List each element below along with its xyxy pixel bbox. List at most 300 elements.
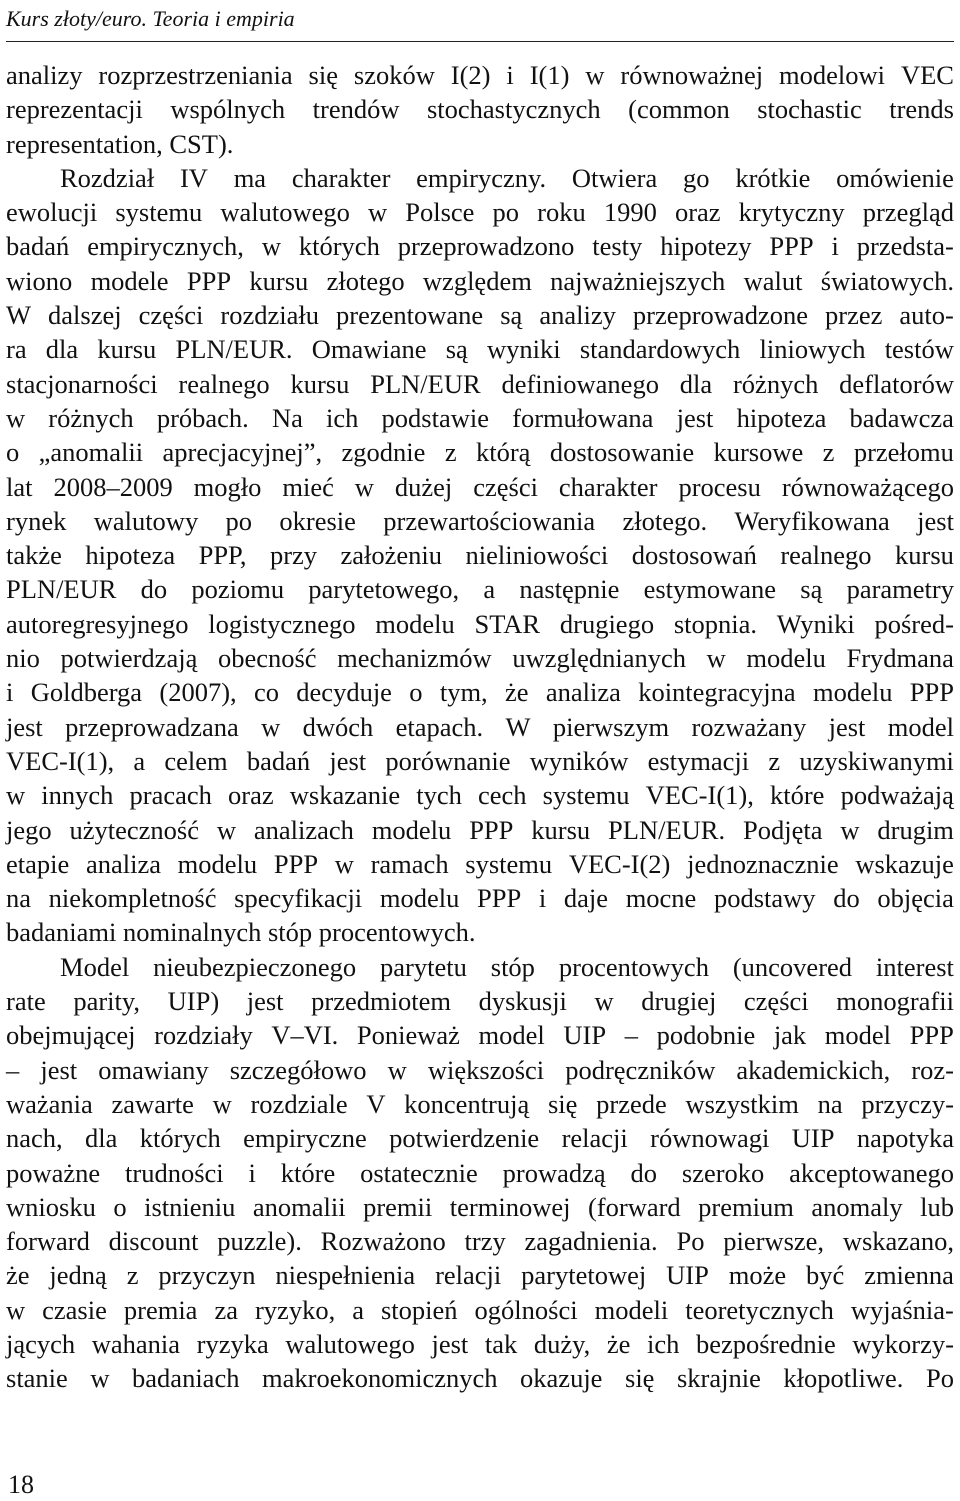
word: na	[817, 1088, 843, 1119]
word: modeli	[594, 1294, 669, 1325]
word: potwierdzenie	[389, 1123, 540, 1154]
word: drugiego	[559, 608, 655, 639]
word: okresie	[279, 505, 356, 536]
word: stóp	[490, 951, 535, 982]
word: model	[887, 711, 954, 742]
word: dalszej	[48, 300, 122, 331]
word: Wyniki	[776, 608, 855, 639]
text-line	[6, 641, 954, 675]
word: rozprzestrzeniania	[98, 60, 293, 90]
word: walutowego	[220, 197, 350, 228]
text-line	[6, 332, 954, 366]
word: w	[354, 471, 374, 502]
word: ostatecznie	[360, 1157, 478, 1188]
word: dostosowanie	[549, 437, 695, 468]
word: walutowy	[93, 505, 199, 536]
text-line	[6, 607, 954, 641]
text-line	[6, 1327, 954, 1361]
word: systemu	[115, 197, 203, 228]
word: wykorzy-	[852, 1328, 954, 1359]
word: –	[6, 1054, 20, 1085]
word: czasie	[42, 1294, 107, 1325]
word: przede	[596, 1088, 667, 1119]
word: jak	[773, 1020, 807, 1051]
word: celem	[164, 745, 228, 776]
word: ma	[233, 162, 267, 193]
word: w	[367, 197, 388, 228]
word: że	[505, 677, 529, 708]
word: szoków	[353, 60, 435, 90]
word: w	[261, 711, 281, 742]
word: decyduje	[296, 677, 392, 708]
word: są	[500, 300, 523, 331]
word: tym,	[439, 677, 488, 708]
word: tych	[416, 780, 462, 811]
word: Po	[676, 1226, 705, 1257]
word: parytetowej	[521, 1260, 647, 1291]
text-line	[6, 675, 954, 709]
word: które	[769, 780, 825, 811]
word: modelu	[746, 643, 826, 674]
word: modele	[90, 265, 169, 296]
word: do	[630, 1157, 658, 1188]
word: anomaly	[811, 1191, 903, 1222]
word: lat	[6, 471, 33, 502]
word: mogło	[193, 471, 262, 502]
word: analiza	[545, 677, 621, 708]
word: kointegracyjna	[638, 677, 796, 708]
word: relacji	[435, 1260, 502, 1291]
word: poziomu	[191, 574, 285, 605]
word: i	[538, 883, 547, 914]
word: co	[253, 677, 279, 708]
word: nieliniowości	[465, 540, 609, 571]
word: i	[248, 1157, 256, 1188]
word: bezpośrednie	[695, 1328, 836, 1359]
word: koncentrują	[404, 1088, 530, 1119]
word: na	[6, 883, 32, 914]
word: szczegółowo	[229, 1054, 367, 1085]
word: się	[625, 1363, 655, 1394]
word: walutowego	[285, 1328, 415, 1359]
word: W	[505, 711, 531, 742]
word: kursu	[531, 814, 591, 845]
word: że	[606, 1328, 631, 1359]
word: do	[833, 883, 860, 914]
word: terminowej	[449, 1191, 571, 1222]
word: przeprowadzone	[632, 300, 808, 331]
text-line	[6, 744, 954, 778]
word: (2007),	[159, 677, 237, 708]
text-line	[6, 229, 954, 263]
word: (forward	[587, 1191, 681, 1222]
word: standardowych	[579, 334, 741, 365]
word: definiowanego	[501, 368, 659, 399]
word: potwierdzają	[60, 643, 198, 674]
word: jednoznacznie	[687, 848, 839, 879]
word: aprecjacyjnej”,	[162, 437, 323, 468]
word: stochastycznych	[426, 94, 601, 125]
word: oraz	[228, 780, 274, 811]
word: z	[768, 745, 781, 776]
word: niespełnienia	[275, 1260, 416, 1291]
word: względem	[422, 265, 532, 296]
word: są	[800, 574, 823, 605]
word: modelu	[812, 677, 893, 708]
word: liniowych	[759, 334, 866, 365]
word: VEC-I(2)	[568, 848, 671, 879]
word: Model	[60, 951, 130, 982]
word: parytetu	[380, 951, 467, 982]
text-line	[6, 847, 954, 881]
text-line	[6, 950, 954, 984]
word: empiryczne	[243, 1123, 367, 1154]
word: za	[214, 1294, 238, 1325]
word: go	[683, 162, 710, 193]
word: stopnia.	[673, 608, 758, 639]
word: UIP)	[167, 986, 220, 1017]
word: w	[6, 1294, 26, 1325]
word: o	[113, 1191, 127, 1222]
word: modelu	[177, 848, 258, 879]
word: podstawy	[713, 883, 816, 914]
word: ewolucji	[6, 197, 98, 228]
word: równoważącego	[781, 471, 954, 502]
word: daje	[563, 883, 609, 914]
word: parytetowego,	[308, 574, 460, 605]
word: UIP	[563, 1020, 607, 1051]
word: Rozważono	[320, 1226, 446, 1257]
word: discount	[108, 1226, 199, 1257]
word: (uncovered	[732, 951, 853, 982]
word: stochastic	[757, 94, 862, 125]
word: trends	[889, 94, 954, 125]
word: wyniki	[487, 334, 561, 365]
word: dostosowań	[631, 540, 757, 571]
word: kursowe	[713, 437, 804, 468]
word: ryzyka	[196, 1328, 269, 1359]
text-line	[6, 1224, 954, 1258]
word: dla	[45, 334, 79, 365]
word: przyczyn	[158, 1260, 256, 1291]
word: omawiany	[98, 1054, 209, 1085]
word: deflatorów	[839, 368, 954, 399]
word: istnieniu	[144, 1191, 236, 1222]
word: z	[822, 437, 835, 468]
word: następnie	[519, 574, 620, 605]
word: ich	[326, 402, 359, 433]
word: być	[806, 1260, 845, 1291]
word: wahania	[91, 1328, 181, 1359]
word: rozdziały	[154, 1020, 253, 1051]
word: walut	[743, 265, 803, 296]
word: kursu	[895, 540, 954, 571]
word: Rozdział	[60, 162, 155, 193]
word: anomalii	[252, 1191, 346, 1222]
word: analizy	[6, 60, 83, 90]
word: różnych	[48, 402, 134, 433]
word: Po	[925, 1363, 954, 1394]
word: W	[6, 300, 32, 331]
word: z	[126, 1260, 139, 1291]
text-line: representation, CST).	[6, 128, 234, 159]
text-line	[6, 401, 954, 435]
word: hipoteza	[85, 540, 176, 571]
word: testów	[884, 334, 954, 365]
word: trudności	[125, 1157, 224, 1188]
word: premia	[123, 1294, 198, 1325]
word: części	[138, 300, 204, 331]
word: wniosku	[6, 1191, 96, 1222]
text-line	[6, 813, 954, 847]
word: PLN/EUR.	[175, 334, 293, 365]
word: rozdziale	[250, 1088, 348, 1119]
word: światowych.	[820, 265, 954, 296]
word: obecność	[217, 643, 317, 674]
word: PLN/EUR	[370, 368, 481, 399]
word: jących	[6, 1328, 76, 1359]
word: pośred-	[874, 608, 954, 639]
word: VEC-I(1),	[645, 780, 754, 811]
word: stanie	[6, 1363, 68, 1394]
word: mocne	[625, 883, 697, 914]
word: próbach.	[156, 402, 249, 433]
word: parity,	[73, 986, 141, 1017]
word: przeprowadzana	[65, 711, 239, 742]
word: systemu	[542, 780, 630, 811]
word: badań	[246, 745, 311, 776]
word: premii	[363, 1191, 433, 1222]
word: makroekonomicznych	[262, 1363, 498, 1394]
word: IV	[179, 162, 208, 193]
word: najważniejszych	[550, 265, 726, 296]
word: Weryfikowana	[734, 505, 890, 536]
word: drugiej	[641, 986, 717, 1017]
word: po	[492, 197, 520, 228]
word: ważania	[6, 1088, 93, 1119]
word: których	[298, 231, 380, 262]
word: monografii	[836, 986, 954, 1017]
text-line	[6, 572, 954, 606]
word: jest	[676, 402, 714, 433]
word: prowadzą	[502, 1157, 606, 1188]
text-line	[6, 1053, 954, 1087]
word: przedsta-	[856, 231, 954, 262]
word: o	[6, 437, 20, 468]
word: pierwsze,	[723, 1226, 825, 1257]
word: podręczników	[565, 1054, 716, 1085]
text-line	[6, 504, 954, 538]
word: PPP	[273, 848, 319, 879]
text-line	[6, 58, 954, 92]
word: wskazano,	[842, 1226, 954, 1257]
word: większości	[427, 1054, 545, 1085]
word: VEC	[900, 60, 954, 90]
word: V	[366, 1088, 386, 1119]
word: STAR	[474, 608, 541, 639]
word: badań	[6, 231, 70, 262]
word: nio	[6, 643, 40, 674]
word: w	[261, 231, 281, 262]
word: systemu	[465, 848, 553, 879]
word: użyteczność	[69, 814, 199, 845]
word: się	[547, 1088, 578, 1119]
word: jest	[828, 711, 866, 742]
word: „anomalii	[38, 437, 144, 468]
text-line	[6, 92, 954, 126]
word: jest	[246, 986, 284, 1017]
word: modelu	[371, 814, 452, 845]
word: modelu	[375, 608, 455, 639]
text-line	[6, 1121, 954, 1155]
word: wyjaśnia-	[850, 1294, 954, 1325]
text-line	[6, 298, 954, 332]
word: ra	[6, 334, 27, 365]
word: wszystkim	[685, 1088, 799, 1119]
word: PLN/EUR	[6, 574, 117, 605]
word: badaniach	[132, 1363, 240, 1394]
word: logistycznego	[208, 608, 356, 639]
word: interest	[875, 951, 954, 982]
word: kursu	[290, 368, 350, 399]
word: parametry	[846, 574, 954, 605]
word: dwóch	[302, 711, 374, 742]
word: przewartościowania	[383, 505, 596, 536]
word: niekompletność	[48, 883, 217, 914]
word: kursu	[97, 334, 157, 365]
word: Polsce	[405, 197, 475, 228]
word: przegląd	[862, 197, 954, 228]
word: relacji	[561, 1123, 628, 1154]
word: Ponieważ	[356, 1020, 460, 1051]
word: model	[824, 1020, 892, 1051]
text-line	[6, 710, 954, 744]
word: także	[6, 540, 62, 571]
word: UIP	[666, 1260, 709, 1291]
word: wskazuje	[855, 848, 954, 879]
word: podobnie	[656, 1020, 756, 1051]
word: z	[444, 437, 457, 468]
word: które	[280, 1157, 336, 1188]
word: mechanizmów	[337, 643, 492, 674]
word: w	[6, 780, 26, 811]
word: testy	[592, 231, 643, 262]
word: puzzle).	[217, 1226, 302, 1257]
word: PPP,	[198, 540, 247, 571]
word: VEC-I(1),	[6, 745, 115, 776]
word: krytyczny	[738, 197, 845, 228]
word: którą	[475, 437, 531, 468]
word: jest	[329, 745, 367, 776]
word: rozdziału	[220, 300, 320, 331]
word: V–VI.	[271, 1020, 339, 1051]
text-line	[6, 1190, 954, 1224]
word: złotego	[326, 265, 405, 296]
word: teoretycznych	[685, 1294, 834, 1325]
running-header: Kurs złoty/euro. Teoria i empiria	[6, 6, 295, 31]
word: cech	[478, 780, 527, 811]
word: 1990	[603, 197, 657, 228]
word: w	[90, 1363, 110, 1394]
word: PPP	[469, 814, 514, 845]
text-line	[6, 538, 954, 572]
word: równowagi	[650, 1123, 770, 1154]
word: akademickich,	[736, 1054, 891, 1085]
word: analizy	[539, 300, 616, 331]
word: mieć	[282, 471, 334, 502]
word: badawcza	[849, 402, 954, 433]
word: po	[225, 505, 253, 536]
word: –	[624, 1020, 638, 1051]
word: w	[594, 986, 614, 1017]
word: a	[352, 1294, 364, 1325]
word: się	[308, 60, 338, 90]
word: I(2)	[450, 60, 491, 90]
word: stopień	[380, 1294, 458, 1325]
word: charakter	[291, 162, 391, 193]
word: wyników	[529, 745, 629, 776]
word: poważne	[6, 1157, 101, 1188]
word: w	[216, 814, 237, 845]
word: są	[445, 334, 468, 365]
text-line	[6, 264, 954, 298]
word: i	[831, 231, 839, 262]
text-line: badaniami nominalnych stóp procentowych.	[6, 917, 476, 948]
word: PPP	[186, 265, 232, 296]
word: w	[387, 1054, 407, 1085]
word: założeniu	[340, 540, 443, 571]
word: złotego.	[622, 505, 708, 536]
word: że	[6, 1260, 30, 1291]
word: roz-	[911, 1054, 954, 1085]
word: przeprowadzono	[397, 231, 575, 262]
word: wiono	[6, 265, 73, 296]
word: premium	[698, 1191, 794, 1222]
page-body	[6, 58, 954, 1396]
word: w	[212, 1088, 232, 1119]
word: prezentowane	[336, 300, 484, 331]
word: model	[478, 1020, 545, 1051]
word: okazuje	[520, 1363, 603, 1394]
word: dla	[85, 1123, 118, 1154]
word: charakter	[558, 471, 658, 502]
word: w	[334, 848, 354, 879]
word: PPP	[909, 677, 954, 708]
word: formułowana	[512, 402, 654, 433]
word: rozważany	[691, 711, 807, 742]
word: realnego	[780, 540, 872, 571]
word: drugim	[877, 814, 954, 845]
text-line	[6, 195, 954, 229]
word: etapach.	[395, 711, 484, 742]
text-line	[6, 1361, 954, 1395]
word: o	[409, 677, 423, 708]
word: dla	[679, 368, 713, 399]
text-line	[6, 1018, 954, 1052]
word: modelowi	[779, 60, 886, 90]
word: Podjęta	[742, 814, 823, 845]
text-line	[6, 1293, 954, 1327]
word: a	[133, 745, 146, 776]
word: jest	[917, 505, 954, 536]
word: zmienna	[864, 1260, 954, 1291]
page-number: 18	[8, 1470, 34, 1499]
text-line	[6, 1258, 954, 1292]
word: stacjonarności	[6, 368, 158, 399]
word: przełomu	[853, 437, 954, 468]
word: UIP	[791, 1123, 835, 1154]
word: napotyka	[856, 1123, 954, 1154]
